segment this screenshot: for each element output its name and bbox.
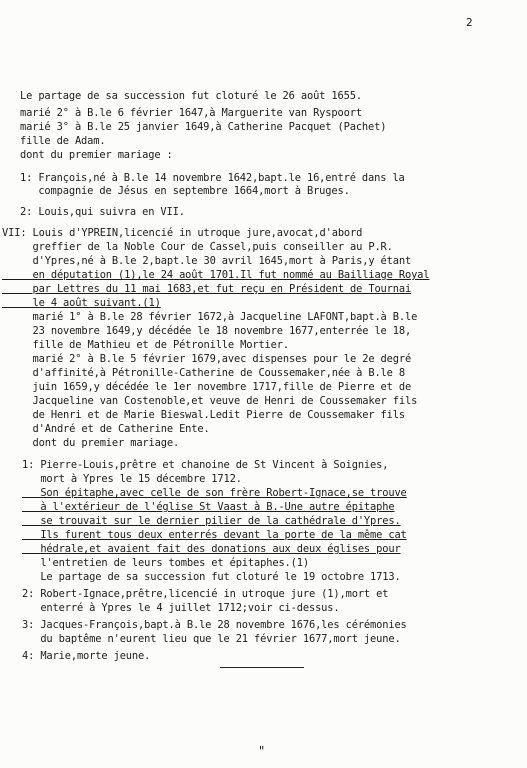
text-line: fille de Mathieu et de Pétronille Mortier.	[2, 339, 289, 351]
text-line: 3: Jacques-François,bapt.à B.le 28 novembre 1676,les cérémonies	[22, 619, 407, 631]
text-line: marié 3° à B.le 25 janvier 1649,à Catherine Pacquet (Pachet)	[20, 121, 387, 133]
text-line: de Henri et de Marie Bieswal.Ledit Pierre de Coussemaker fils	[2, 409, 405, 421]
text-line: Jacqueline van Costenoble,et veuve de Henri de Coussemaker fils	[2, 395, 418, 407]
text-line: Son épitaphe,avec celle de son frère Robert-Ignace,se trouve	[22, 487, 407, 499]
text-line: 2: Robert-Ignace,prêtre,licencié in utroque jure (1),mort et	[22, 588, 389, 600]
text-line: 4: Marie,morte jeune.	[22, 650, 151, 662]
text-line: dont du premier mariage :	[20, 149, 173, 161]
text-line: du baptême n'eurent lieu que le 21 février 1677,mort jeune.	[22, 633, 401, 645]
text-line: d'André et de Catherine Ente.	[2, 423, 210, 435]
text-line: par Lettres du 11 mai 1683,et fut reçu en Président de Tournai	[2, 283, 412, 295]
text-line: 1: Pierre-Louis,prêtre et chanoine de St Vincent à Soignies,	[22, 459, 389, 471]
page-number: 2	[466, 16, 473, 29]
text-line: marié 2° à B.le 5 février 1679,avec dispenses pour le 2e degré	[2, 353, 412, 365]
text-line: hédrale,et avaient fait des donations aux deux églises pour	[22, 543, 401, 555]
text-line: Ils furent tous deux enterrés devant la porte de la même cat	[22, 529, 407, 541]
text-line: d'Ypres,né à B.le 2,bapt.le 30 avril 1645,mort à Paris,y étant	[2, 255, 412, 267]
text-line: 23 novembre 1649,y décédée le 18 novembre 1677,enterrée le 18,	[2, 325, 412, 337]
text-line: 1: François,né à B.le 14 novembre 1642,bapt.le 16,entré dans la	[20, 172, 405, 184]
text-line: d'affinité,à Pétronille-Catherine de Coussemaker,née à B.le 8	[2, 367, 405, 379]
text-line: l'entretien de leurs tombes et épitaphes.(1)	[22, 557, 309, 569]
text-line: juin 1659,y décédée le 1er novembre 1717,fille de Pierre et de	[2, 381, 412, 393]
text-line: le 4 août suivant.(1)	[2, 297, 161, 309]
text-line: fille de Adam.	[20, 135, 106, 147]
text-line: marié 2° à B.le 6 février 1647,à Marguerite van Ryspoort	[20, 107, 362, 119]
text-line: compagnie de Jésus en septembre 1664,mort à Bruges.	[20, 185, 350, 197]
text-line: greffier de la Noble Cour de Cassel,puis conseiller au P.R.	[2, 241, 393, 253]
footer-mark: "	[258, 744, 266, 758]
text-line: mort à Ypres le 15 décembre 1712.	[22, 473, 242, 485]
text-line: Le partage de sa succession fut cloturé le 26 août 1655.	[20, 90, 362, 102]
text-line: Le partage de sa succession fut cloturé le 19 octobre 1713.	[22, 571, 401, 583]
text-line: VII: Louis d'YPREIN,licencié in utroque jure,avocat,d'abord	[2, 227, 363, 239]
text-line: enterré à Ypres le 4 juillet 1712;voir ci-dessus.	[22, 602, 340, 614]
text-line: en députation (1),le 24 août 1701.Il fut nommé au Bailliage Royal	[2, 269, 430, 281]
text-line: dont du premier mariage.	[2, 437, 180, 449]
text-line: marié 1° à B.le 28 février 1672,à Jacqueline LAFONT,bapt.à B.le	[2, 311, 418, 323]
separator-rule	[220, 667, 304, 668]
text-line: 2: Louis,qui suivra en VII.	[20, 206, 185, 218]
text-line: à l'extérieur de l'église St Vaast à B.-Une autre épitaphe	[22, 501, 395, 513]
text-line: se trouvait sur le dernier pilier de la cathédrale d'Ypres.	[22, 515, 401, 527]
